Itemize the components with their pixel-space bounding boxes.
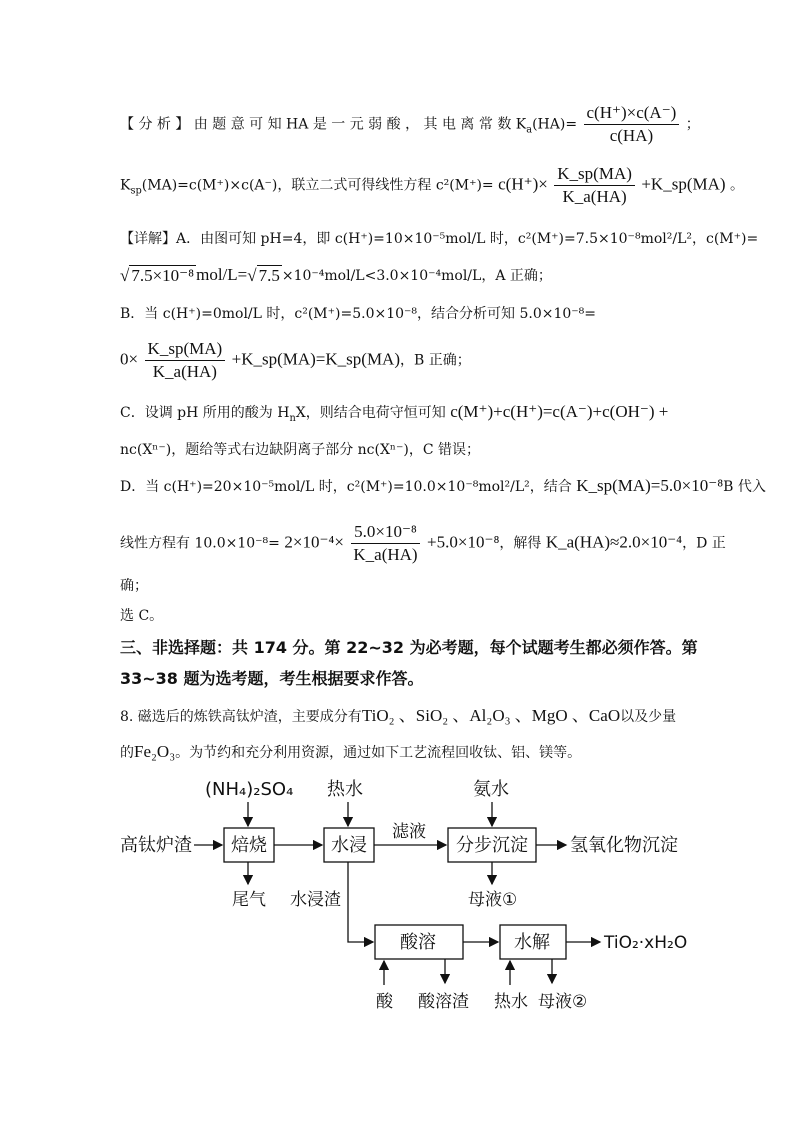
label-tailgas: 尾气 — [232, 890, 266, 910]
section-title-1: 三、非选择题：共 174 分。第 22~32 为必考题，每个试题考生都必须作答。第 — [120, 638, 698, 657]
detail-b-text: B．当 c(H⁺)=0mol/L 时，c²(M⁺)=5.0×10⁻⁸，结合分析可知 5.0×10⁻⁸= — [120, 306, 597, 322]
period: 。 — [730, 177, 744, 194]
label-acid: 酸 — [376, 992, 393, 1012]
box-acid-dissolve-label: 酸溶 — [400, 932, 436, 953]
b-mid: +K_sp(MA)=K_sp(MA) — [231, 349, 400, 369]
ka-sub: a — [526, 124, 533, 136]
d3-text: 确； — [120, 578, 148, 594]
analysis-intro: 【 分 析 】 由 题 意 可 知 HA 是 一 元 弱 酸 ， 其 电 离 常 数 K — [120, 116, 527, 133]
label-acid-residue: 酸溶渣 — [418, 992, 469, 1012]
ksp-text: (MA)=c(M⁺)×c(A⁻)，联立二式可得线性方程 c²(M⁺)= — [141, 177, 494, 194]
a-mid: mol/L= — [196, 265, 248, 284]
b-denominator: K_a(HA) — [152, 362, 217, 381]
c-sub-n: n — [289, 412, 296, 424]
ksp-sub: sp — [130, 185, 142, 197]
product-hydroxide: 氢氧化物沉淀 — [570, 835, 678, 856]
arrow-residue-to-acid — [348, 862, 373, 942]
ksp-k: K — [120, 177, 131, 194]
start-slag: 高钛炉渣 — [120, 835, 192, 856]
d2-numerator: 5.0×10⁻⁸ — [351, 522, 420, 544]
ksp-expr-1: c(H⁺)× — [498, 174, 548, 194]
ka-numerator: c(H⁺)×c(A⁻) — [584, 103, 680, 125]
d2-result: K_a(HA)≈2.0×10⁻⁴ — [545, 532, 683, 552]
reagent-ammonia: 氨水 — [473, 779, 509, 800]
q2-tail: 。为节约和充分利用资源，通过如下工艺流程回收钛、铝、镁等。 — [175, 745, 582, 761]
d2-expr-1: 2×10⁻⁴× — [284, 532, 344, 552]
b-tail: ，B 正确； — [400, 352, 471, 369]
label-hot-water-2: 热水 — [494, 992, 528, 1012]
box-hydrolysis-label: 水解 — [514, 932, 550, 953]
q2-pre: 的 — [120, 745, 134, 761]
ka-tail: (HA)= — [532, 116, 578, 133]
d-tail: B 代入 — [723, 479, 766, 495]
product-titanium-hydrate: TiO₂·xH₂O — [604, 933, 688, 953]
d2-mid: ，解得 — [499, 535, 546, 552]
semicolon: ； — [685, 116, 700, 133]
detail-a-text: 【详解】A．由图可知 pH=4，即 c(H⁺)=10×10⁻⁵mol/L 时，c²(M⁺)=7.5×10⁻⁸mol²/L²，c(M⁺)= — [120, 231, 759, 247]
d-equation: K_sp(MA)=5.0×10⁻⁸ — [576, 476, 724, 495]
c-text-2: nc(Xⁿ⁻)，题给等式右边缺阴离子部分 nc(Xⁿ⁻)，C 错误； — [120, 442, 480, 458]
ksp-expr-2: +K_sp(MA) — [641, 174, 726, 194]
sqrt-1: √ 7.5×10⁻⁸ — [120, 266, 195, 285]
ka-denominator: c(HA) — [609, 126, 654, 145]
d2-pre: 线性方程有 10.0×10⁻⁸= — [120, 535, 280, 552]
c-mid: X，则结合电荷守恒可知 — [295, 405, 451, 421]
box-roast-label: 焙烧 — [231, 835, 267, 856]
d-pre: D．当 c(H⁺)=20×10⁻⁵mol/L 时，c²(M⁺)=10.0×10⁻⁸mol²/L²，结合 — [120, 479, 577, 495]
b-pre: 0× — [120, 349, 139, 369]
c-equation: c(M⁺)+c(H⁺)=c(A⁻)+c(OH⁻) + — [450, 402, 669, 421]
b-numerator: K_sp(MA) — [145, 339, 226, 361]
reagent-hot-water: 热水 — [327, 779, 363, 800]
box-stepwise-precip-label: 分步沉淀 — [456, 835, 528, 856]
q-pre: 8. 磁选后的炼铁高钛炉渣，主要成分有 — [120, 709, 362, 725]
ksp-numerator: K_sp(MA) — [554, 164, 635, 186]
section-title-2: 33~38 题为选考题，考生根据要求作答。 — [120, 669, 424, 688]
sqrt-1-body: 7.5×10⁻⁸ — [131, 266, 195, 285]
q-tail: 以及少量 — [620, 709, 677, 725]
ksp-denominator: K_a(HA) — [562, 187, 627, 206]
a-tail: ×10⁻⁴mol/L<3.0×10⁻⁴mol/L，A 正确； — [281, 268, 552, 284]
sqrt-2-body: 7.5 — [258, 266, 280, 285]
label-mother-liquor-2: 母液② — [538, 992, 588, 1012]
label-mother-liquor-1: 母液① — [468, 890, 518, 910]
c-pre: C．设调 pH 所用的酸为 H — [120, 405, 290, 421]
box-water-leach-label: 水浸 — [331, 835, 367, 856]
label-leach-residue: 水浸渣 — [290, 890, 341, 910]
q-items: TiO₂ 、SiO₂ 、Al₂O₃ 、MgO 、CaO — [361, 706, 621, 725]
q2-fe: Fe₂O₃ — [134, 742, 176, 761]
label-filtrate: 滤液 — [392, 822, 426, 842]
d2-expr-2: +5.0×10⁻⁸ — [427, 532, 500, 552]
sqrt-2: √ 7.5 — [247, 266, 280, 285]
d2-denominator: K_a(HA) — [353, 545, 418, 564]
choose-text: 选 C。 — [120, 608, 164, 624]
d2-tail: ，D 正 — [682, 535, 726, 552]
reagent-ammonium-sulfate: (NH₄)₂SO₄ — [205, 779, 294, 800]
